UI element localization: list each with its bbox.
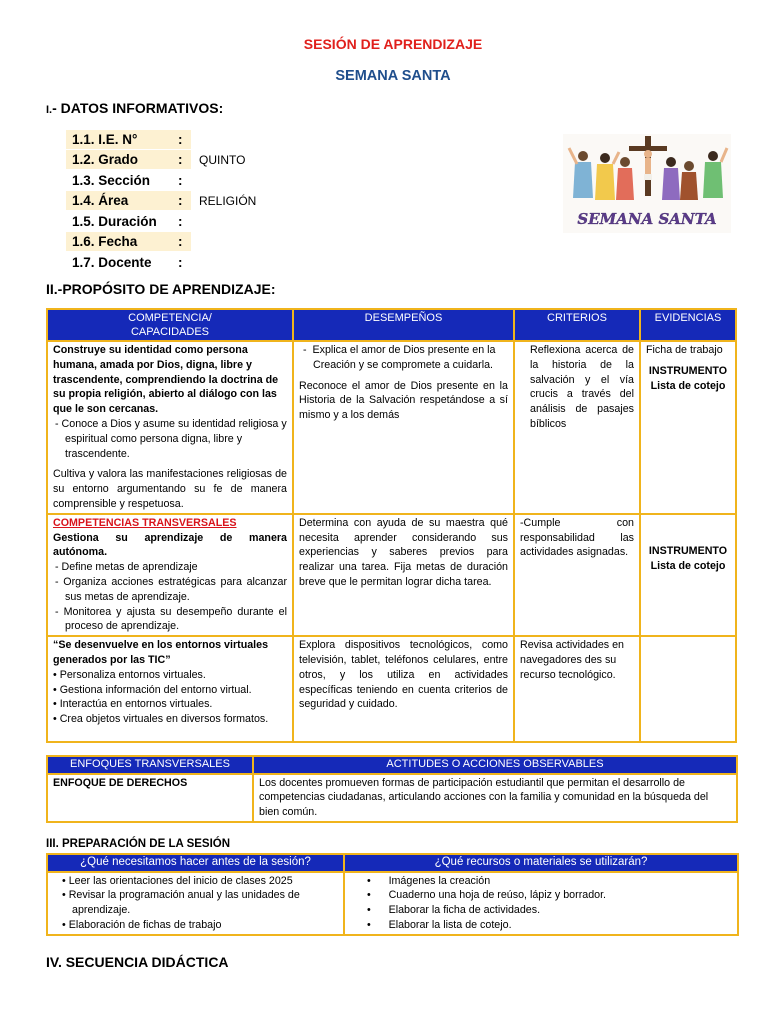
document-title: SESIÓN DE APRENDIZAJE [303,36,483,52]
info-list [66,129,256,273]
info-row [66,191,256,212]
criterios-cell: -Cumple con responsabilidad las actividades asignadas. [514,514,640,636]
header-criterios: CRITERIOS [514,309,640,341]
info-label: 1.5. Duración : [72,213,183,229]
section-proposito: II.-PROPÓSITO DE APRENDIZAJE: [46,281,276,297]
before-session-cell [47,872,344,935]
purpose-row [47,636,736,742]
info-value: QUINTO [199,152,246,167]
section-datos-informativos: I.- DATOS INFORMATIVOS: [46,100,224,116]
info-row [66,252,256,273]
header-competencia: COMPETENCIA/ CAPACIDADES [47,309,293,341]
document-subtitle: SEMANA SANTA [335,68,451,84]
desempenos-cell: Explora dispositivos tecnológicos, como televisión, tablet, teléfonos celulares, entre otros, y los utiliza en actividades específicas teniendo en cuenta criterios de seguridad y cuidado. [293,636,514,742]
list-item: • Revisar la programación anual y las unidades de aprendizaje. [62,889,300,917]
holy-week-figures-icon [563,134,731,233]
list-item: • Elaborar la ficha de actividades. [367,904,541,917]
desempenos-cell: Determina con ayuda de su maestra qué necesita aprender considerando sus experiencias y saberes previos para realizar una tarea. Fija metas de duración breve que le permitan lograr dicha tarea. [293,514,514,636]
info-label: 1.7. Docente : [72,254,183,270]
enfoque-text: Los docentes promueven formas de participación estudiantil que permitan el desarrollo de competencias ciudadanas, articulando acciones con la familia y comunidad en la búsqueda del bien común. [253,774,737,822]
semana-santa-logo [563,134,731,233]
info-row [66,232,256,253]
preparation-table [46,853,739,936]
resources-cell [344,872,738,935]
desempenos-cell: - Explica el amor de Dios presente en la Creación y se compromete a cuidarla. Reconoce el amor de Dios presente en la Historia de la Salvación respetándose a sí mismo y a los demás [293,341,514,514]
list-item: • Elaborar la lista de cotejo. [367,918,512,931]
list-item: • Elaboración de fichas de trabajo [62,918,222,931]
section-preparacion: III. PREPARACIÓN DE LA SESIÓN [46,838,231,850]
criterios-cell: Revisa actividades en navegadores des su recurso tecnológico. [514,636,640,742]
header-antes-sesion: ¿Qué necesitamos hacer antes de la sesión? [47,854,344,872]
competencia-cell: COMPETENCIAS TRANSVERSALES Gestiona su aprendizaje de manera autónoma. - Define metas de aprendizaje - Organiza acciones estratégicas para alcanzar sus metas de aprendizaje. - Monitorea y ajusta su desempeño durante el proceso de aprendizaje. [47,514,293,636]
section-secuencia: IV. SECUENCIA DIDÁCTICA [46,954,229,970]
preparation-header-row [47,854,738,872]
info-row [66,170,256,191]
svg-text:SEMANA SANTA: SEMANA SANTA [577,210,717,228]
info-value: RELIGIÓN [199,193,257,208]
purpose-header-row [47,309,736,341]
enfoques-table [46,755,738,823]
evidencias-cell: INSTRUMENTO Lista de cotejo [640,514,736,636]
evidencias-cell [640,636,736,742]
list-item: • Cuaderno una hoja de reúso, lápiz y borrador. [367,889,607,902]
purpose-row [47,341,736,514]
evidencias-cell: Ficha de trabajo INSTRUMENTO Lista de cotejo [640,341,736,514]
enfoque-name: ENFOQUE DE DERECHOS [47,774,253,822]
info-label: 1.4. Área : [66,191,191,210]
header-evidencias: EVIDENCIAS [640,309,736,341]
header-recursos: ¿Qué recursos o materiales se utilizarán? [344,854,738,872]
header-enfoques: ENFOQUES TRANSVERSALES [47,756,253,774]
criterios-cell: Reflexiona acerca de la historia de la salvación y el vía crucis a través del análisis de pasajes bíblicos [514,341,640,514]
list-item: • Imágenes la creación [367,874,491,887]
competencia-cell: Construye su identidad como persona humana, amada por Dios, digna, libre y trascendente, comprendiendo la doctrina de su propia religión, abierto al diálogo con las que le son cercanas. - Conoce a Dios y asume su identidad religiosa y espiritual como persona digna, libre y trascendente. Cultiva y valora las manifestaciones religiosas de su entorno argumentando su fe de manera comprensible y respetuosa. [47,341,293,514]
info-label: 1.1. I.E. N° : [66,130,191,149]
info-row [66,129,256,150]
info-label: 1.3. Sección : [72,172,183,188]
enfoques-header-row [47,756,737,774]
competencia-cell: “Se desenvuelve en los entornos virtuales generados por las TIC” • Personaliza entornos virtuales. • Gestiona información del entorno virtual. • Interactúa en entornos virtuales. • Crea objetos virtuales en diversos formatos. [47,636,293,742]
info-label: 1.2. Grado : [66,150,191,169]
purpose-row [47,514,736,636]
preparation-row [47,872,738,935]
header-actitudes: ACTITUDES O ACCIONES OBSERVABLES [253,756,737,774]
list-item: • Leer las orientaciones del inicio de clases 2025 [62,874,293,887]
purpose-table [46,308,737,743]
header-desempenos: DESEMPEÑOS [293,309,514,341]
info-row [66,211,256,232]
info-label: 1.6. Fecha : [66,232,191,251]
enfoques-row [47,774,737,822]
info-row [66,150,256,171]
